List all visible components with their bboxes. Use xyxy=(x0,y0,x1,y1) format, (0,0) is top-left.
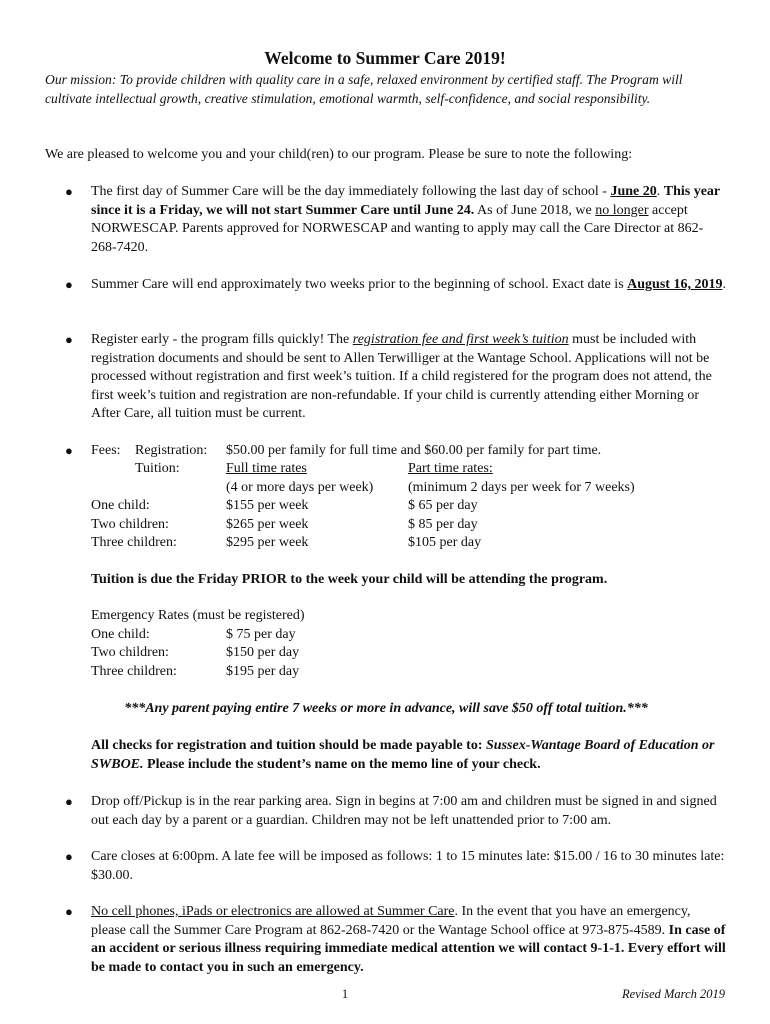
emergency-label: One child: xyxy=(91,627,150,642)
tuition-due-notice: Tuition is due the Friday PRIOR to the week your child will be attending the program. xyxy=(91,572,608,587)
emergency-label: Two children: xyxy=(91,645,169,660)
norwescap-text: As of June 2018, we xyxy=(474,202,596,218)
checks-notice xyxy=(91,737,727,774)
bullet-icon: ● xyxy=(65,443,73,458)
full-rate: $265 per week xyxy=(226,517,309,532)
end-date: August 16, 2019 xyxy=(627,277,723,292)
advance-payment-notice: ***Any parent paying entire 7 weeks or more in advance, will save $50 off total tuition.*** xyxy=(124,701,648,716)
emergency-rate: $ 75 per day xyxy=(226,627,296,642)
checks-text-2: Please include the student’s name on the memo line of your check. xyxy=(143,756,541,772)
end-date-period: . xyxy=(722,277,726,292)
full-rate: $295 per week xyxy=(226,535,309,550)
fees-label: Fees: xyxy=(91,443,121,458)
bullet-register xyxy=(91,331,727,424)
rate-label: Three children: xyxy=(91,535,177,550)
table-row xyxy=(91,516,731,535)
fees-registration-row xyxy=(91,442,731,461)
emergency-title: Emergency Rates (must be registered) xyxy=(91,608,305,623)
no-longer-text: no longer xyxy=(595,202,649,218)
first-day-notice: This year since it is a Friday, we will not start Summer Care until June 24. xyxy=(91,184,720,218)
registration-label: Registration: xyxy=(135,443,208,458)
register-text: Register early - the program fills quickly! The xyxy=(91,332,353,347)
bullet-icon: ● xyxy=(65,849,73,864)
page-title: Welcome to Summer Care 2019! xyxy=(264,48,506,68)
table-row xyxy=(91,626,731,645)
no-electronics-text: No cell phones, iPads or electronics are allowed at Summer Care xyxy=(91,904,455,919)
emergency-medical-notice: In case of an accident or serious illness requiring immediate medical attention we will contact 9-1-1. Every effort will be made to contact you in such an emergency. xyxy=(91,922,726,975)
table-row xyxy=(91,644,731,663)
tuition-label: Tuition: xyxy=(135,461,180,476)
part-rate: $ 65 per day xyxy=(408,498,478,513)
register-text-2: must be included with registration documents and should be sent to Allen Terwilliger at the Wantage School. Applications will not be processed without registration and first week’s tuition. If a child registered for the program does not attend, the first week’s tuition and registration are non-refundable. If your child is currently attending either Morning or After Care, all tuition must be current. xyxy=(91,332,712,422)
table-row xyxy=(91,534,731,553)
revision-date: Revised March 2019 xyxy=(622,987,725,1001)
bullet-first-day xyxy=(91,183,727,257)
bullet-icon: ● xyxy=(65,277,73,292)
part-time-sub: (minimum 2 days per week for 7 weeks) xyxy=(408,480,635,495)
bullet-icon: ● xyxy=(65,184,73,199)
intro-paragraph: We are pleased to welcome you and your child(ren) to our program. Please be sure to note the following: xyxy=(45,147,633,162)
page-number: 1 xyxy=(341,987,349,1001)
emergency-title-row xyxy=(91,607,731,626)
rate-label: One child: xyxy=(91,498,150,513)
bullet-end-date xyxy=(91,276,727,295)
full-time-sub: (4 or more days per week) xyxy=(226,480,374,495)
end-date-text: Summer Care will end approximately two weeks prior to the beginning of school. Exact date is xyxy=(91,277,628,292)
bullet-closing: Care closes at 6:00pm. A late fee will be imposed as follows: 1 to 15 minutes late: $15.00 / 16 to 30 minutes late: $30.00. xyxy=(91,849,725,883)
mission-statement: Our mission: To provide children with quality care in a safe, relaxed environment by certified staff. The Program will cultivate intellectual growth, creative stimulation, emotional warmth, self-confidence, and social responsibility. xyxy=(45,72,683,106)
part-time-header: Part time rates: xyxy=(408,461,493,476)
norwescap-text-2: accept NORWESCAP. Parents approved for NORWESCAP and wanting to apply may call the Care Director at 862-268-7420. xyxy=(91,202,704,255)
first-day-period: . xyxy=(656,184,661,199)
first-day-text: The first day of Summer Care will be the day immediately following the last day of school - xyxy=(91,184,611,199)
fees-tuition-header-row xyxy=(91,460,731,479)
fees-subheader-row xyxy=(91,479,731,498)
bullet-icon: ● xyxy=(65,904,73,919)
part-rate: $105 per day xyxy=(408,535,482,550)
bullet-dropoff: Drop off/Pickup is in the rear parking area. Sign in begins at 7:00 am and children must be signed in and signed out each day by a parent or a guardian. Children may not be left unattended prior to 7:00 am. xyxy=(91,794,717,828)
table-row xyxy=(91,663,731,682)
bullet-icon: ● xyxy=(65,332,73,347)
checks-payee: Sussex-Wantage Board of Education or SWBOE. xyxy=(91,738,715,772)
bullet-icon: ● xyxy=(65,794,73,809)
registration-text: $50.00 per family for full time and $60.00 per family for part time. xyxy=(226,443,602,458)
registration-fee-link[interactable]: registration fee and first week’s tuition xyxy=(352,332,569,347)
checks-text: All checks for registration and tuition should be made payable to: xyxy=(91,738,487,753)
table-row xyxy=(91,497,731,516)
first-day-date: June 20 xyxy=(610,184,657,199)
full-rate: $155 per week xyxy=(226,498,309,513)
full-time-header: Full time rates xyxy=(226,461,307,476)
emergency-rate: $150 per day xyxy=(226,645,300,660)
emergency-rate: $195 per day xyxy=(226,664,300,679)
bullet-electronics xyxy=(91,903,727,977)
emergency-label: Three children: xyxy=(91,664,177,679)
rate-label: Two children: xyxy=(91,517,169,532)
part-rate: $ 85 per day xyxy=(408,517,478,532)
emergency-contact-text: . In the event that you have an emergency, please call the Summer Care Program at 862-268-7420 or the Wantage School office at 973-875-4589. xyxy=(91,904,691,938)
